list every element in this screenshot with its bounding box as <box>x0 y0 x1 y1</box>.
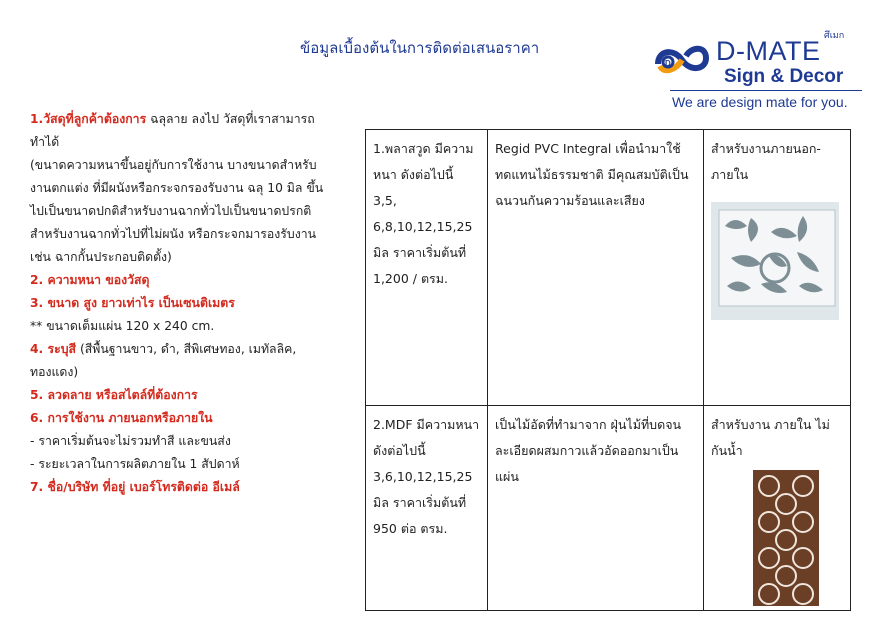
logo-small-text: ศึเมก <box>824 31 845 41</box>
usage-cell <box>704 130 851 406</box>
material-cell: 1.พลาสวูด มีความหนา ดังต่อไปนี้ 3,5, 6,8,10,12,15,25 มิล ราคาเริ่มต้นที่ 1,200 / ตรม. <box>366 130 488 406</box>
logo-tagline: We are design mate for you. <box>672 94 848 110</box>
usage-text: สำหรับงาน ภายใน ไม่กันน้ำ <box>711 417 830 458</box>
description-cell: Regid PVC Integral เพื่อนำมาใช้ทดแทนไม้ธรรมชาติ มีคุณสมบัติเป็นฉนวนกันความร้อนและเสียง <box>488 130 704 406</box>
item-1 <box>30 108 330 154</box>
table-row <box>366 406 851 611</box>
note-price: - ราคาเริ่มต้นจะไม่รวมทำสี และขนส่ง <box>30 434 231 448</box>
svg-text:D: D <box>665 59 671 68</box>
company-logo <box>652 22 862 114</box>
dmate-logo-icon <box>652 40 714 84</box>
item-4-heading: 4. ระบุสี <box>30 342 77 356</box>
item-3-note: ** ขนาดเต็มแผ่น 120 x 240 cm. <box>30 319 215 333</box>
page-title: ข้อมูลเบื้องต้นในการติดต่อเสนอราคา <box>300 39 540 57</box>
item-3: 3. ขนาด สูง ยาวเท่าไร เป็นเซนติเมตร <box>30 296 235 310</box>
description-cell: เป็นไม้อัดที่ทำมาจาก ฝุ่นไม้ที่บดจนละเอียดผสมกาวแล้วอัดออกมาเป็นแผ่น <box>488 406 704 611</box>
plaswood-pattern-icon <box>711 202 839 320</box>
note-leadtime: - ระยะเวลาในการผลิตภายใน 1 สัปดาห์ <box>30 457 240 471</box>
logo-subtitle: Sign & Decor <box>724 66 844 87</box>
item-2: 2. ความหนา ของวัสดุ <box>30 273 150 287</box>
table-row <box>366 130 851 406</box>
requirements-list <box>30 108 330 499</box>
item-1-text: ฉลุลาย ลงไป วัสดุที่เราสามารถทำได้ <box>30 112 315 149</box>
mdf-panel-image <box>753 470 819 606</box>
item-7: 7. ชื่อ/บริษัท ที่อยู่ เบอร์โทรติดต่อ อีเมล์ <box>30 480 240 494</box>
material-table <box>365 129 851 611</box>
item-5: 5. ลวดลาย หรือสไตล์ที่ต้องการ <box>30 388 198 402</box>
mdf-pattern-icon <box>753 470 819 606</box>
logo-brand: D-MATE <box>716 36 821 66</box>
material-cell: 2.MDF มีความหนาดังต่อไปนี้ 3,6,10,12,15,25 มิล ราคาเริ่มต้นที่ 950 ต่อ ตรม. <box>366 406 488 611</box>
logo-divider <box>670 90 862 91</box>
item-1-note: (ขนาดความหนาขึ้นอยู่กับการใช้งาน บางขนาดสำหรับงานตกแต่ง ที่มีผนังหรือกระจกรองรับงาน ฉลุ 10 มิล ขึ้นไปเป็นขนาดปกติสำหรับงานฉากทั่วไปเป็นขนาดปรกติสำหรับงานฉากทั่วไปที่ไม่ผนัง หรือกระจกมารองรับงาน เช่น ฉากกั้นประกอบติดตั้ง) <box>30 158 324 264</box>
plaswood-panel-image <box>711 202 839 320</box>
usage-text: สำหรับงานภายนอก-ภายใน <box>711 141 821 182</box>
item-4-text: (สีพื้นฐานขาว, ดำ, สีพิเศษทอง, เมทัลลิค, ทองแดง) <box>30 342 297 379</box>
item-4 <box>30 338 330 384</box>
usage-cell <box>704 406 851 611</box>
item-1-heading: 1.วัสดุที่ลูกค้าต้องการ <box>30 112 147 126</box>
item-6: 6. การใช้งาน ภายนอกหรือภายใน <box>30 411 213 425</box>
